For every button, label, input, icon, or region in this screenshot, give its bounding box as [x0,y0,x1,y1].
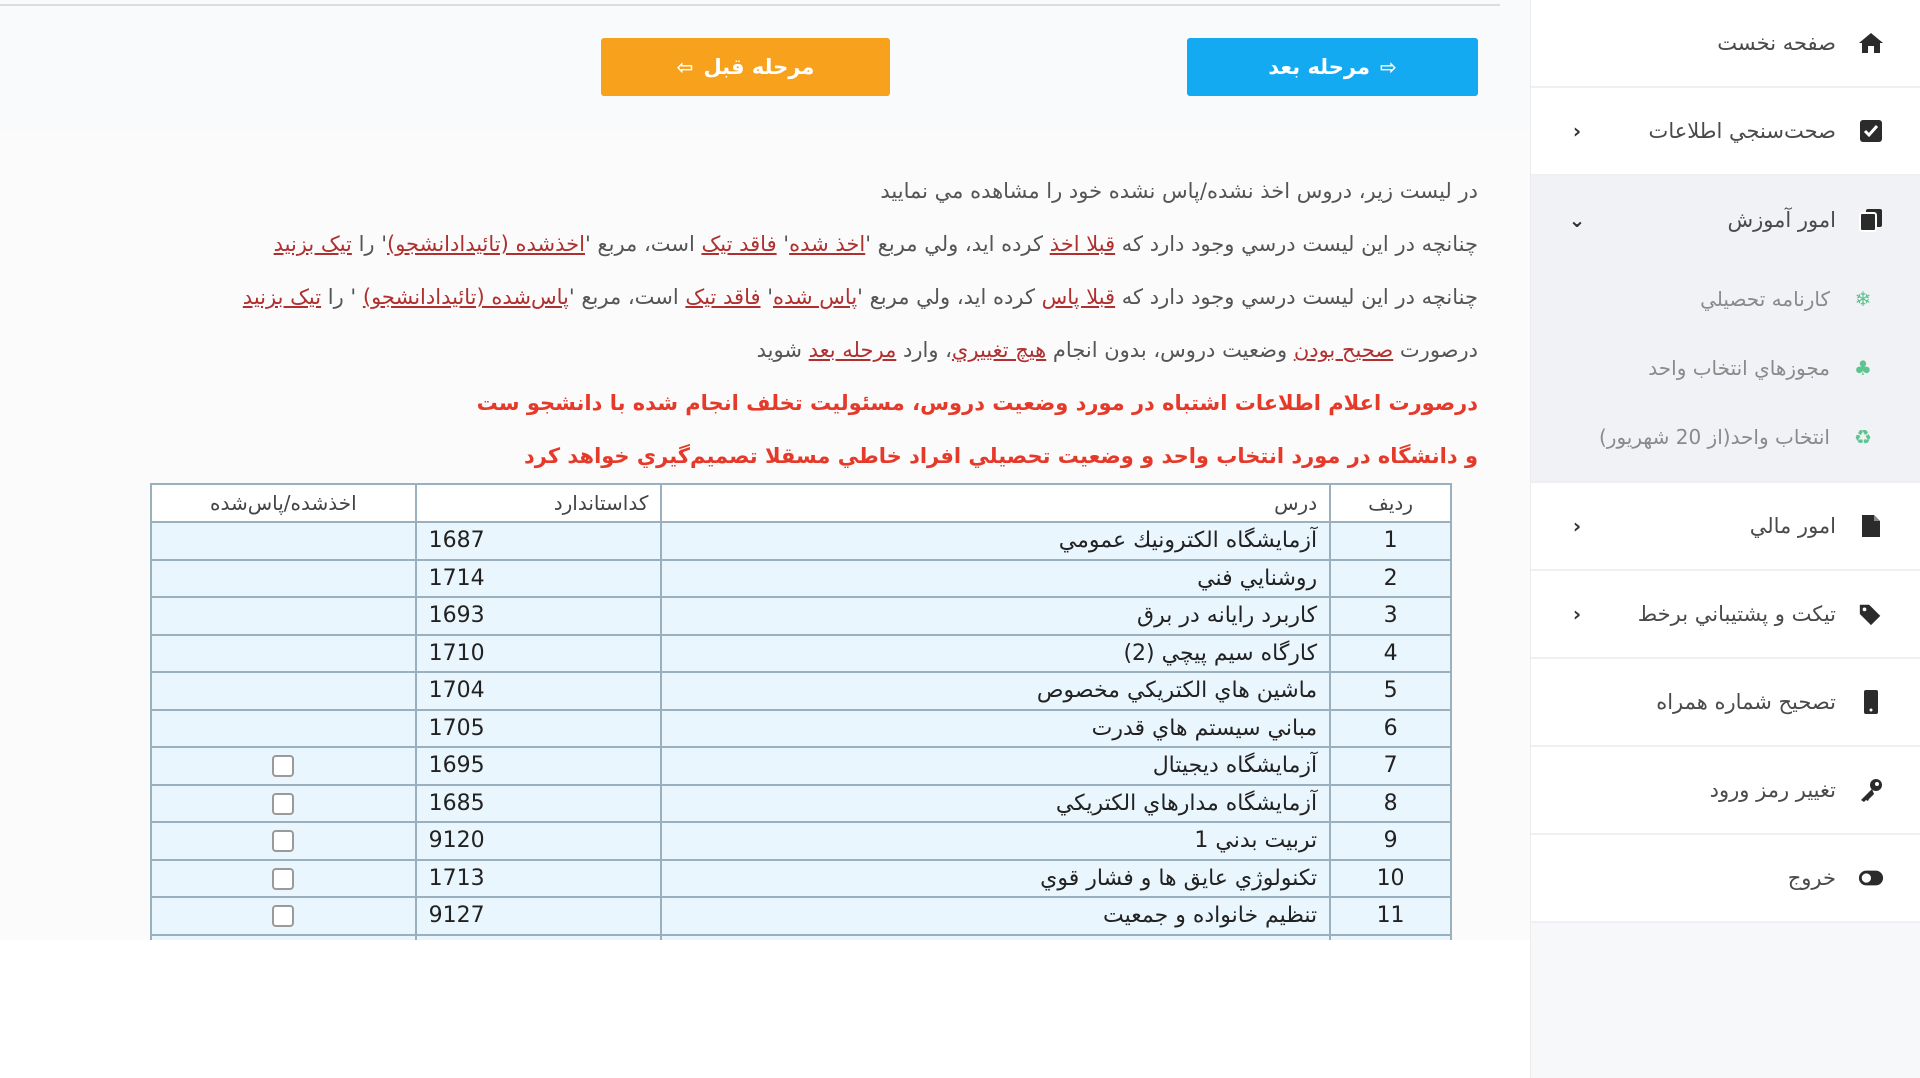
course-name: تکنولوژي عايق ها و فشار قوي [661,860,1330,898]
instruction-text: وضعيت دروس، بدون انجام [1046,338,1294,362]
course-name: تنظيم خانواده و جمعيت [661,897,1330,935]
instruction-text: ، وارد [896,338,952,362]
instruction-emphasis: پاس‌شده (تائيدادانشجو) [362,285,569,309]
top-divider [0,4,1500,6]
next-step-button[interactable] [1187,38,1478,96]
sidebar-item-label: تغيير رمز ورود [1709,778,1836,802]
standard-code: 9120 [416,822,662,860]
course-name: روشنايي فني [661,560,1330,598]
row-number: 10 [1330,860,1451,898]
taken-passed-checkbox[interactable] [272,830,294,852]
sidebar-item-change-password[interactable] [1531,747,1920,835]
tags-icon [1858,601,1884,627]
taken-passed-cell [151,522,416,560]
submenu-item-registration-permits[interactable] [1531,333,1920,402]
submenu-item-label: کارنامه تحصيلي [1700,286,1830,311]
home-icon [1858,30,1884,56]
header-course: درس [661,484,1330,522]
table-row [151,822,1451,860]
taken-passed-cell [151,635,416,673]
previous-step-label: مرحله قبل [703,55,815,79]
key-icon [1858,777,1884,803]
instruction-text: ' را [321,285,363,309]
sidebar-item-label: تيکت و پشتيباني برخط [1637,602,1836,626]
course-name: مباني سيستم هاي قدرت [661,710,1330,748]
table-row [151,560,1451,598]
instruction-text: شويد [756,338,809,362]
file-icon [1858,513,1884,539]
row-number: 4 [1330,635,1451,673]
standard-code: 1685 [416,785,662,823]
course-name: آزمايشگاه الکترونيك عمومي [661,522,1330,560]
row-number: 11 [1330,897,1451,935]
table-row [151,785,1451,823]
taken-passed-checkbox[interactable] [272,793,294,815]
table-row [151,672,1451,710]
sidebar-item-home[interactable] [1531,0,1920,88]
instruction-emphasis: پاس شده [772,285,858,309]
row-number: 8 [1330,785,1451,823]
sidebar-item-label: امور آموزش [1727,208,1836,232]
standard-code: 1713 [416,860,662,898]
chevron-left-icon: ‹ [1572,119,1582,143]
snowflake-icon: ❄ [1854,286,1872,311]
sidebar-item-data-validation[interactable] [1531,88,1920,176]
sidebar-item-tickets-support[interactable] [1531,571,1920,659]
instruction-text: کرده ايد، ولي مربع ' [857,285,1042,309]
header-row-number: رديف [1330,484,1451,522]
table-row [151,597,1451,635]
table-row [151,747,1451,785]
course-name: کاربرد رايانه در برق [661,597,1330,635]
instruction-emphasis: اخذ شده [789,232,866,256]
instruction-emphasis: مرحله بعد [808,338,897,362]
sidebar-item-label: صحت‌سنجي اطلاعات [1648,119,1836,143]
instruction-emphasis: تيک بزنيد [273,232,352,256]
chevron-left-icon: ‹ [1572,602,1582,626]
course-name: ماشين هاي الکتريکي مخصوص [661,672,1330,710]
taken-passed-cell [151,560,416,598]
instruction-text: در ليست زير، دروس اخذ نشده/پاس نشده خود را مشاهده مي نماييد [880,179,1478,203]
copy-icon [1858,207,1884,233]
instruction-emphasis: فاقد تيک [685,285,761,309]
table-row [151,522,1451,560]
instructions [58,165,1478,483]
warning-line-2: و دانشگاه در مورد انتخاب واحد و وضعيت تحصيلي افراد خاطي مسقلا تصميم‌گيري خواهد کرد [524,444,1478,468]
instruction-emphasis: هيچ تغييري [951,338,1047,362]
warning-line-1: درصورت اعلام اطلاعات اشتباه در مورد وضعيت دروس، مسئوليت تخلف انجام شده با دانشجو ست [476,391,1478,415]
instruction-text: است، مربع ' [584,232,702,256]
taken-passed-checkbox[interactable] [272,868,294,890]
standard-code: 1705 [416,710,662,748]
sidebar-item-mobile-number[interactable] [1531,659,1920,747]
taken-passed-cell [151,860,416,898]
instruction-emphasis: قبلا پاس [1041,285,1116,309]
taken-passed-cell [151,710,416,748]
table-row [151,860,1451,898]
course-name: تربيت بدني 1 [661,822,1330,860]
sidebar-item-label: صفحه نخست [1717,31,1836,55]
submenu-item-course-registration[interactable] [1531,402,1920,471]
course-name: آزمايشگاه مدارهاي الکتريکي [661,785,1330,823]
table-header-row [151,484,1451,522]
row-number: 3 [1330,597,1451,635]
instruction-line-1 [58,165,1478,218]
instruction-line-3 [58,271,1478,324]
taken-passed-checkbox[interactable] [272,755,294,777]
instruction-text: درصورت [1393,338,1478,362]
submenu-item-transcript[interactable] [1531,264,1920,333]
instruction-emphasis: تيک بزنيد [242,285,322,309]
table-row [151,635,1451,673]
education-submenu [1531,264,1920,483]
taken-passed-checkbox[interactable] [272,905,294,927]
toggle-icon [1858,865,1884,891]
sidebar [1530,0,1920,1078]
instruction-text: کرده ايد، ولي مربع ' [865,232,1050,256]
taken-passed-cell [151,597,416,635]
row-number: 2 [1330,560,1451,598]
instruction-emphasis: فاقد تيک [701,232,777,256]
submenu-item-label: مجوزهاي انتخاب واحد [1648,355,1830,380]
sidebar-item-label: خروج [1787,866,1836,890]
arrow-left-icon: ⇦ [676,55,694,79]
standard-code: 1714 [416,560,662,598]
course-name: کارگاه سيم پيچي (2) [661,635,1330,673]
instruction-text: ' [760,285,773,309]
standard-code: 1687 [416,522,662,560]
header-taken-passed: اخذشده/پاس‌شده [151,484,416,522]
taken-passed-cell [151,897,416,935]
taken-passed-cell [151,672,416,710]
previous-step-button[interactable] [601,38,890,96]
chevron-down-icon: ⌄ [1568,208,1586,232]
instruction-emphasis: صحيح بودن [1293,338,1394,362]
sidebar-item-label: امور مالي [1749,514,1836,538]
chevron-left-icon: ‹ [1572,514,1582,538]
next-step-label: مرحله بعد [1268,55,1370,79]
row-number: 1 [1330,522,1451,560]
submenu-item-label: انتخاب واحد(از 20 شهريور) [1599,424,1830,449]
checkbox-icon [1858,118,1884,144]
standard-code: 1710 [416,635,662,673]
instruction-line-4 [58,324,1478,377]
sidebar-item-finance[interactable] [1531,483,1920,571]
sidebar-item-label: تصحيح شماره همراه [1656,690,1836,714]
instruction-text: چنانچه در اين ليست درسي وجود دارد که [1115,232,1478,256]
row-number: 7 [1330,747,1451,785]
recycle-icon: ♻ [1854,424,1872,449]
instruction-text: چنانچه در اين ليست درسي وجود دارد که [1115,285,1478,309]
instruction-emphasis: اخذشده (تائيدادانشجو) [387,232,585,256]
row-number: 6 [1330,710,1451,748]
taken-passed-cell [151,785,416,823]
course-name: آزمايشگاه ديجيتال [661,747,1330,785]
standard-code: 9127 [416,897,662,935]
instruction-line-2 [58,218,1478,271]
taken-passed-cell [151,747,416,785]
sidebar-item-education[interactable] [1531,176,1920,264]
sidebar-item-logout[interactable] [1531,835,1920,923]
arrow-right-icon: ⇨ [1379,55,1397,79]
tree-icon: ♣ [1854,355,1872,380]
page-bottom [0,940,1530,1078]
instruction-text: ' را [351,232,387,256]
row-number: 5 [1330,672,1451,710]
instruction-text: است، مربع ' [568,285,686,309]
standard-code: 1704 [416,672,662,710]
row-number: 9 [1330,822,1451,860]
instruction-emphasis: قبلا اخذ [1049,232,1116,256]
mobile-icon [1858,689,1884,715]
table-row [151,710,1451,748]
standard-code: 1693 [416,597,662,635]
table-row [151,897,1451,935]
instruction-text: ' [776,232,790,256]
standard-code: 1695 [416,747,662,785]
taken-passed-cell [151,822,416,860]
header-standard-code: کداستاندارد [416,484,662,522]
